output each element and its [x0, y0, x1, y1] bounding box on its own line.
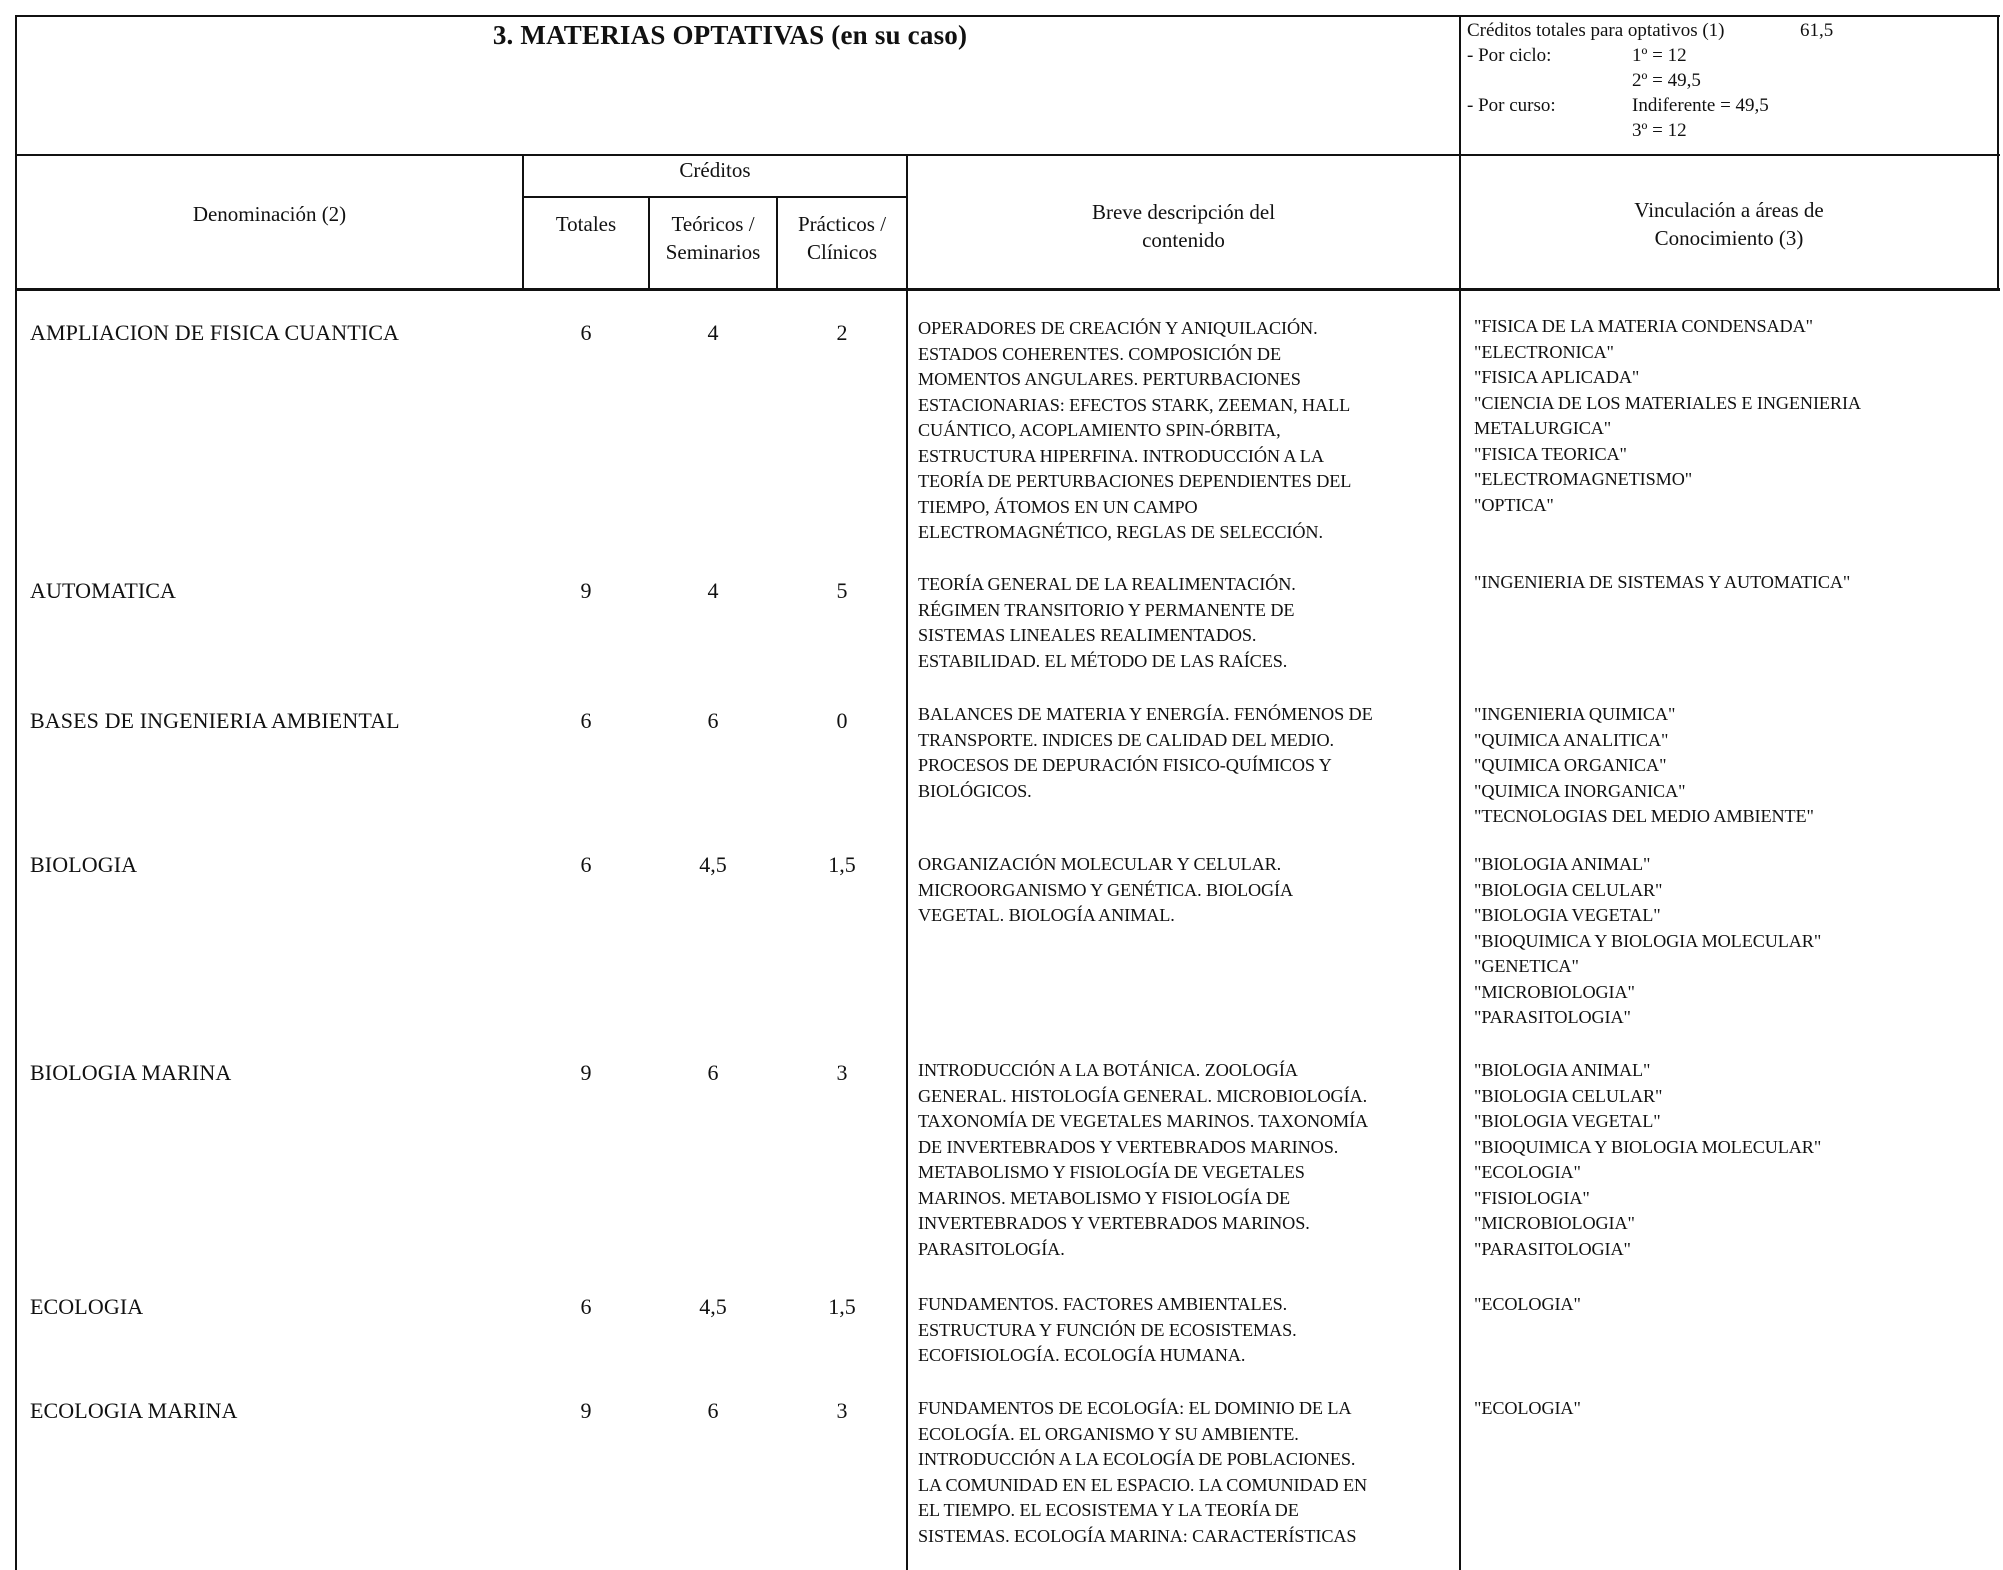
row-totales: 9 — [580, 578, 592, 603]
row-description — [918, 1396, 1367, 1549]
description-line: MICROORGANISMO Y GENÉTICA. BIOLOGÍA — [918, 879, 1294, 900]
description-line: MOMENTOS ANGULARES. PERTURBACIONES — [918, 369, 1301, 389]
row-totales: 9 — [580, 1060, 592, 1085]
table-row-name: BIOLOGIA — [30, 852, 138, 877]
header-descripcion-line2: contenido — [1142, 228, 1225, 252]
header-top-line — [15, 154, 2000, 156]
row-practicos: 1,5 — [828, 1294, 856, 1319]
area-item: "BIOLOGIA ANIMAL" — [1474, 854, 1651, 874]
header-teoricos-line2: Seminarios — [665, 240, 761, 264]
table-row-name: BIOLOGIA MARINA — [30, 1060, 232, 1085]
row-description — [918, 852, 1293, 929]
area-item: "TECNOLOGIAS DEL MEDIO AMBIENTE" — [1474, 806, 1814, 826]
area-item: "OPTICA" — [1474, 494, 1554, 515]
description-line: TEORÍA DE PERTURBACIONES DEPENDIENTES DEL — [918, 471, 1352, 491]
area-item: "QUIMICA ANALITICA" — [1474, 729, 1669, 750]
row-areas — [1474, 702, 1814, 830]
area-item: "BIOLOGIA CELULAR" — [1474, 879, 1663, 900]
description-line: CUÁNTICO, ACOPLAMIENTO SPIN-ÓRBITA, — [918, 420, 1281, 440]
curso-3-value: 3º = 12 — [1632, 120, 1687, 141]
area-item: "ECOLOGIA" — [1474, 1162, 1581, 1182]
row-teoricos: 6 — [707, 1060, 719, 1085]
description-line: TEORÍA GENERAL DE LA REALIMENTACIÓN. — [918, 574, 1296, 594]
table-row-name: BASES DE INGENIERIA AMBIENTAL — [30, 708, 400, 733]
header-bottom-line — [15, 288, 2000, 291]
row-practicos: 0 — [836, 708, 848, 733]
ciclo-2-value: 2º = 49,5 — [1632, 70, 1701, 91]
header-practicos-line1: Prácticos / — [797, 212, 887, 236]
description-line: ESTACIONARIAS: EFECTOS STARK, ZEEMAN, HALL — [918, 394, 1351, 415]
creditos-subline — [522, 196, 908, 198]
area-item: "FISICA DE LA MATERIA CONDENSADA" — [1474, 316, 1813, 336]
row-description — [918, 1292, 1297, 1369]
description-line: TRANSPORTE. INDICES DE CALIDAD DEL MEDIO. — [918, 729, 1334, 750]
area-item: "FISIOLOGIA" — [1474, 1187, 1590, 1208]
area-item: "ELECTRONICA" — [1474, 341, 1614, 362]
header-practicos-line2: Clínicos — [806, 240, 877, 264]
row-areas — [1474, 570, 1850, 596]
total-credits-value: 61,5 — [1800, 20, 1834, 41]
por-ciclo-label: - Por ciclo: — [1467, 45, 1552, 66]
description-line: ESTRUCTURA Y FUNCIÓN DE ECOSISTEMAS. — [918, 1319, 1297, 1340]
description-line: MARINOS. METABOLISMO Y FISIOLOGÍA DE — [918, 1187, 1291, 1208]
row-areas — [1474, 1396, 1581, 1422]
col-divider-practicos — [906, 154, 908, 1570]
row-description — [918, 572, 1296, 674]
description-line: BIOLÓGICOS. — [918, 780, 1032, 801]
description-line: EL TIEMPO. EL ECOSISTEMA Y LA TEORÍA DE — [918, 1500, 1299, 1520]
ciclo-1-value: 1º = 12 — [1632, 45, 1687, 66]
header-descripcion-line1: Breve descripción del — [1091, 200, 1276, 224]
description-line: DE INVERTEBRADOS Y VERTEBRADOS MARINOS. — [918, 1136, 1339, 1157]
page-title: 3. MATERIAS OPTATIVAS (en su caso) — [492, 20, 968, 50]
curso-indiferente-value: Indiferente = 49,5 — [1632, 95, 1769, 116]
description-line: ESTABILIDAD. EL MÉTODO DE LAS RAÍCES. — [918, 650, 1288, 671]
description-line: OPERADORES DE CREACIÓN Y ANIQUILACIÓN. — [918, 318, 1318, 338]
header-denominacion: Denominación (2) — [192, 202, 347, 226]
total-credits-label: Créditos totales para optativos (1) — [1467, 20, 1725, 41]
description-line: ECOFISIOLOGÍA. ECOLOGÍA HUMANA. — [918, 1345, 1246, 1365]
row-totales: 6 — [580, 1294, 592, 1319]
area-item: "BIOLOGIA VEGETAL" — [1474, 1111, 1661, 1131]
row-practicos: 3 — [836, 1060, 848, 1085]
row-teoricos: 4,5 — [699, 852, 727, 877]
area-item: "BIOQUIMICA Y BIOLOGIA MOLECULAR" — [1474, 1136, 1822, 1157]
description-line: PROCESOS DE DEPURACIÓN FISICO-QUÍMICOS Y — [918, 755, 1332, 775]
area-item: "BIOLOGIA ANIMAL" — [1474, 1060, 1651, 1080]
description-line: FUNDAMENTOS DE ECOLOGÍA: EL DOMINIO DE LA — [918, 1398, 1352, 1418]
header-vinculacion-line2: Conocimiento (3) — [1654, 226, 1804, 250]
row-practicos: 1,5 — [828, 852, 856, 877]
area-item: "GENETICA" — [1474, 956, 1579, 976]
row-teoricos: 4 — [707, 578, 719, 603]
header-practicos — [778, 210, 906, 266]
table-border-right — [1997, 15, 1999, 290]
row-practicos: 3 — [836, 1398, 848, 1423]
description-line: PARASITOLOGÍA. — [918, 1238, 1065, 1259]
area-item: "CIENCIA DE LOS MATERIALES E INGENIERIA — [1474, 392, 1861, 413]
row-totales: 9 — [580, 1398, 592, 1423]
header-totales: Totales — [555, 212, 617, 236]
area-item: "INGENIERIA DE SISTEMAS Y AUTOMATICA" — [1474, 572, 1851, 592]
description-line: ORGANIZACIÓN MOLECULAR Y CELULAR. — [918, 854, 1282, 874]
table-row-name: ECOLOGIA MARINA — [30, 1398, 238, 1423]
area-item: "BIOLOGIA CELULAR" — [1474, 1085, 1663, 1106]
description-line: TAXONOMÍA DE VEGETALES MARINOS. TAXONOMÍA — [918, 1111, 1369, 1131]
description-line: FUNDAMENTOS. FACTORES AMBIENTALES. — [918, 1294, 1288, 1314]
row-description — [918, 702, 1373, 804]
table-border-top — [15, 15, 2000, 17]
area-item: "QUIMICA INORGANICA" — [1474, 780, 1686, 801]
table-border-left — [15, 15, 17, 1570]
area-item: METALURGICA" — [1474, 418, 1612, 438]
row-totales: 6 — [580, 852, 592, 877]
area-item: "FISICA TEORICA" — [1474, 443, 1627, 464]
row-description — [918, 1058, 1368, 1262]
row-totales: 6 — [580, 320, 592, 345]
area-item: "INGENIERIA QUIMICA" — [1474, 704, 1676, 724]
header-teoricos-line1: Teóricos / — [671, 212, 755, 236]
description-line: INTRODUCCIÓN A LA ECOLOGÍA DE POBLACIONES. — [918, 1449, 1356, 1469]
row-teoricos: 4,5 — [699, 1294, 727, 1319]
description-line: ESTADOS COHERENTES. COMPOSICIÓN DE — [918, 343, 1281, 364]
table-row-name: AUTOMATICA — [30, 578, 177, 603]
area-item: "BIOQUIMICA Y BIOLOGIA MOLECULAR" — [1474, 930, 1822, 951]
description-line: SISTEMAS. ECOLOGÍA MARINA: CARACTERÍSTICAS — [918, 1525, 1357, 1546]
row-areas — [1474, 1058, 1821, 1262]
row-practicos: 5 — [836, 578, 848, 603]
description-line: LA COMUNIDAD EN EL ESPACIO. LA COMUNIDAD EN — [918, 1474, 1368, 1495]
header-teoricos — [650, 210, 776, 266]
area-item: "MICROBIOLOGIA" — [1474, 1213, 1635, 1233]
area-item: "ECOLOGIA" — [1474, 1398, 1581, 1418]
row-areas — [1474, 1292, 1581, 1318]
row-areas — [1474, 852, 1821, 1031]
por-curso-label: - Por curso: — [1467, 95, 1556, 116]
header-descripcion — [908, 198, 1459, 254]
area-item: "ECOLOGIA" — [1474, 1294, 1581, 1314]
description-line: METABOLISMO Y FISIOLOGÍA DE VEGETALES — [918, 1162, 1305, 1182]
description-line: ESTRUCTURA HIPERFINA. INTRODUCCIÓN A LA — [918, 445, 1324, 466]
description-line: ECOLOGÍA. EL ORGANISMO Y SU AMBIENTE. — [918, 1423, 1299, 1444]
area-item: "PARASITOLOGIA" — [1474, 1238, 1631, 1259]
row-teoricos: 6 — [707, 1398, 719, 1423]
description-line: ELECTROMAGNÉTICO, REGLAS DE SELECCIÓN. — [918, 522, 1323, 542]
description-line: INTRODUCCIÓN A LA BOTÁNICA. ZOOLOGÍA — [918, 1060, 1298, 1080]
table-row-name: ECOLOGIA — [30, 1294, 144, 1319]
description-line: VEGETAL. BIOLOGÍA ANIMAL. — [918, 905, 1175, 925]
row-practicos: 2 — [836, 320, 848, 345]
description-line: GENERAL. HISTOLOGÍA GENERAL. MICROBIOLOGÍA. — [918, 1085, 1368, 1106]
header-vinculacion — [1461, 196, 1997, 252]
header-creditos: Créditos — [679, 158, 751, 182]
area-item: "MICROBIOLOGIA" — [1474, 981, 1635, 1002]
row-areas — [1474, 314, 1861, 518]
description-line: TIEMPO, ÁTOMOS EN UN CAMPO — [918, 496, 1198, 517]
row-description — [918, 316, 1351, 546]
description-line: RÉGIMEN TRANSITORIO Y PERMANENTE DE — [918, 599, 1295, 620]
table-row-name: AMPLIACION DE FISICA CUANTICA — [30, 320, 399, 345]
area-item: "BIOLOGIA VEGETAL" — [1474, 905, 1661, 925]
description-line: INVERTEBRADOS Y VERTEBRADOS MARINOS. — [918, 1213, 1310, 1233]
description-line: BALANCES DE MATERIA Y ENERGÍA. FENÓMENOS DE — [918, 704, 1373, 724]
area-item: "FISICA APLICADA" — [1474, 367, 1640, 387]
description-line: SISTEMAS LINEALES REALIMENTADOS. — [918, 625, 1257, 645]
area-item: "QUIMICA ORGANICA" — [1474, 755, 1667, 775]
row-totales: 6 — [580, 708, 592, 733]
header-vinculacion-line1: Vinculación a áreas de — [1634, 198, 1824, 222]
area-item: "PARASITOLOGIA" — [1474, 1007, 1631, 1027]
area-item: "ELECTROMAGNETISMO" — [1474, 469, 1693, 489]
row-teoricos: 6 — [707, 708, 719, 733]
row-teoricos: 4 — [707, 320, 719, 345]
